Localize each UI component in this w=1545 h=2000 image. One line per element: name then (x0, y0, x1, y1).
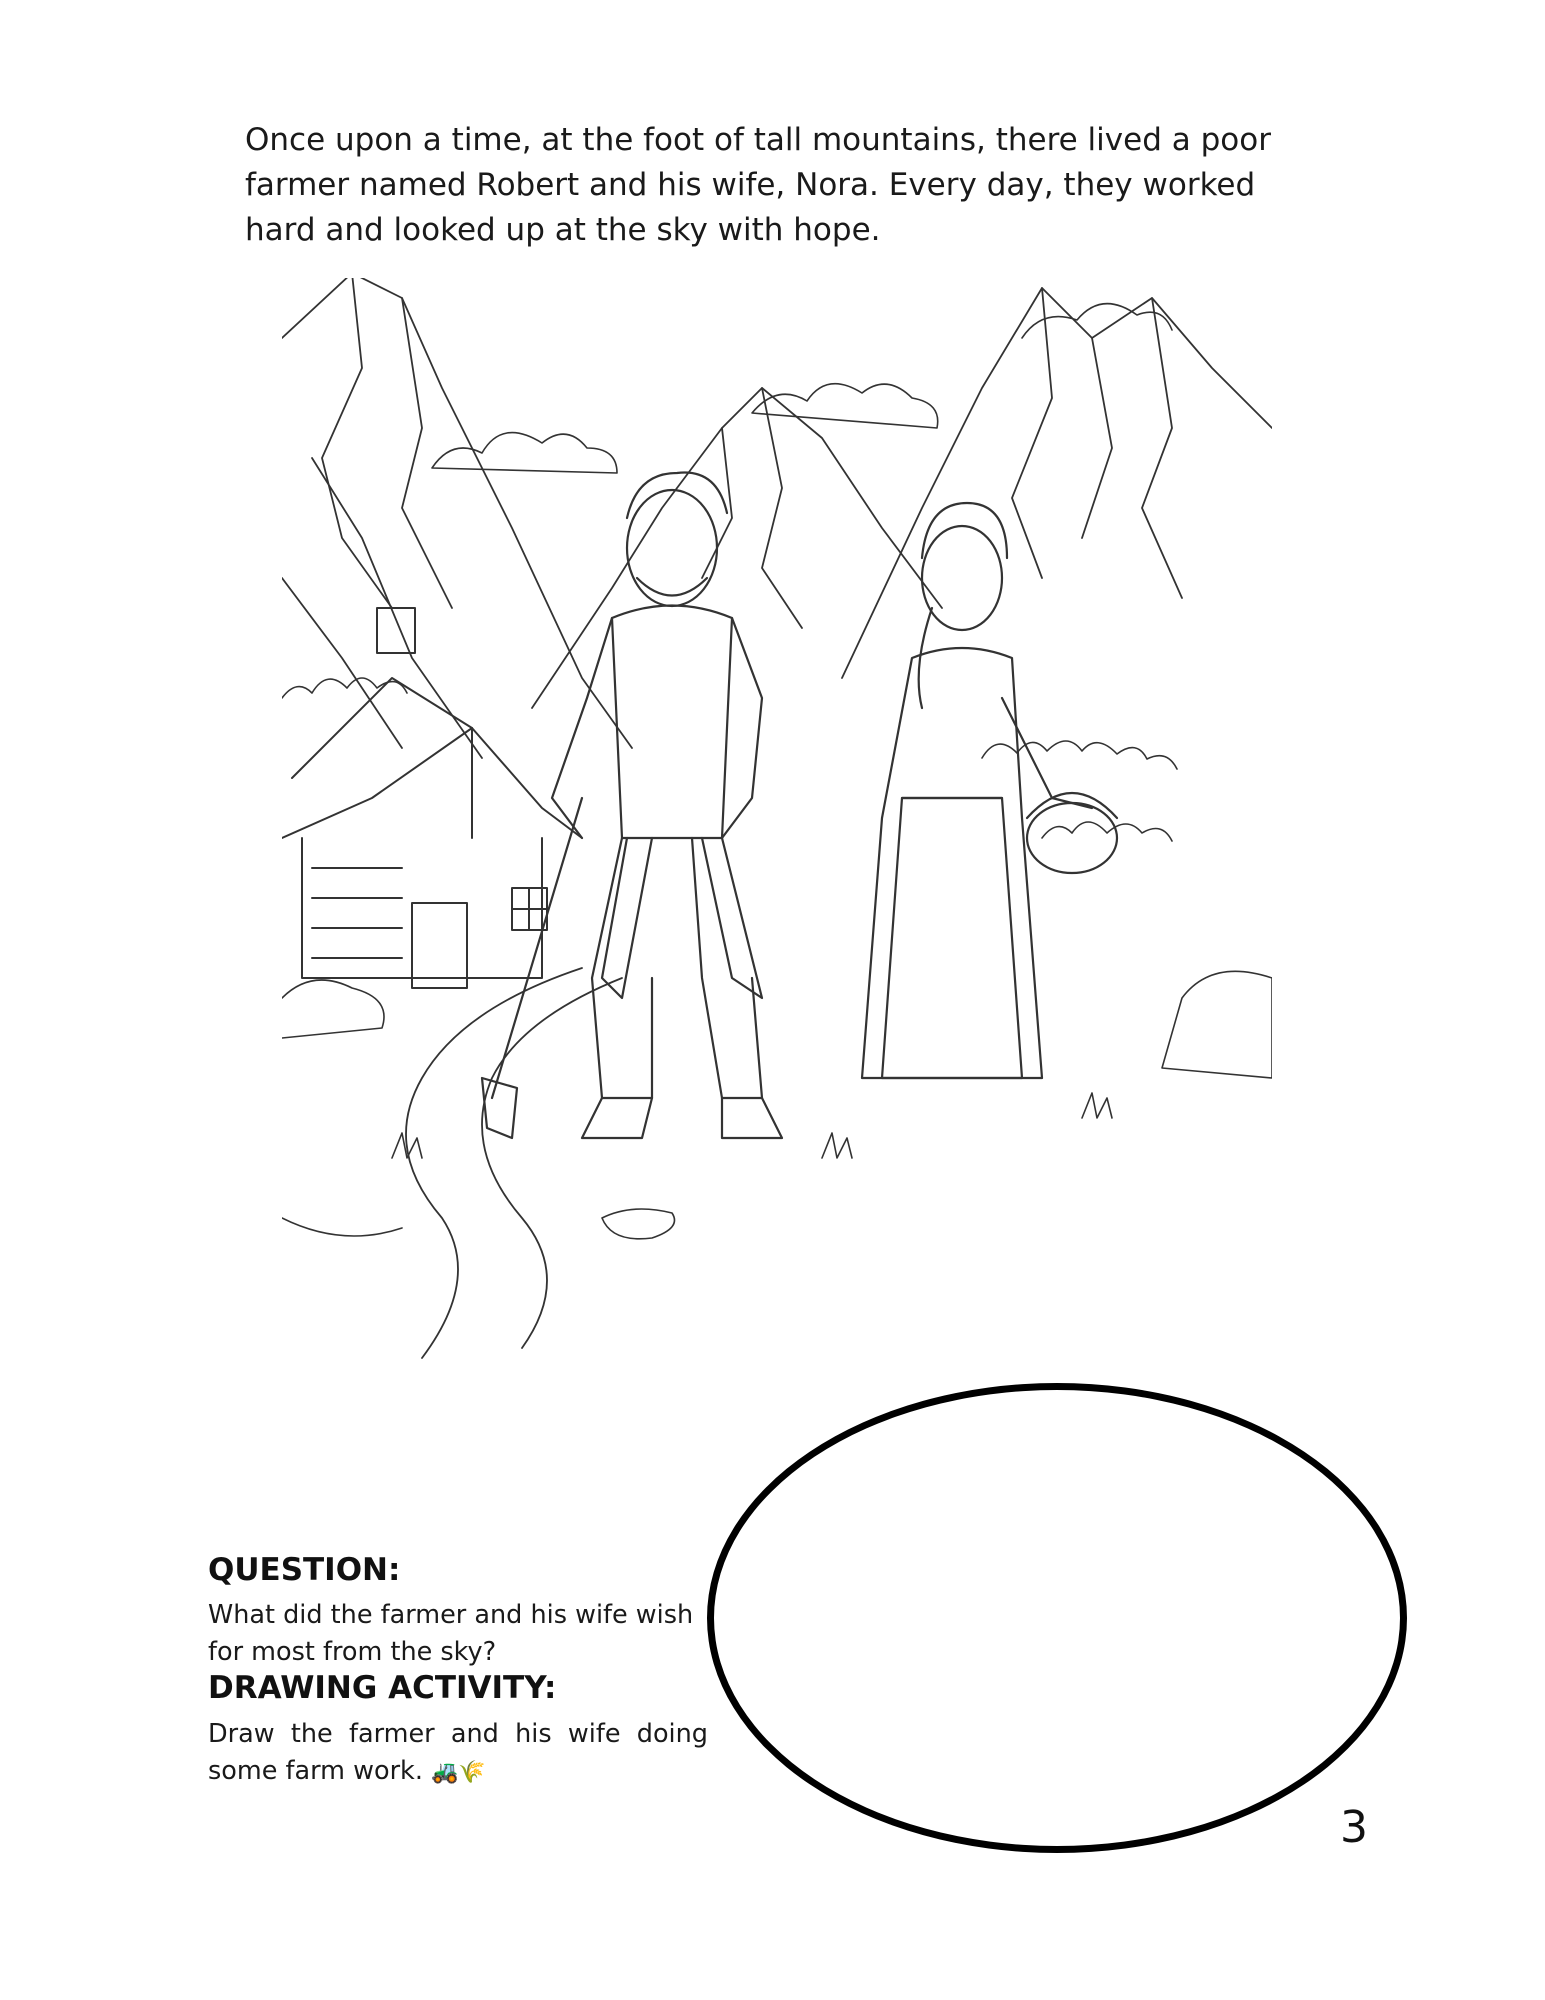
question-text: What did the farmer and his wife wish for most from the sky? (208, 1600, 694, 1667)
farmer-figure (482, 473, 782, 1139)
tractor-wheat-icon: 🚜🌾 (431, 1760, 486, 1785)
coloring-illustration (282, 278, 1272, 1548)
activity-heading: DRAWING ACTIVITY: (208, 1670, 557, 1706)
trees (282, 678, 1177, 841)
cabin (282, 608, 582, 988)
wife-figure (862, 503, 1117, 1078)
activity-text (208, 1716, 708, 1791)
question-heading: QUESTION: (208, 1552, 401, 1588)
foreground (282, 971, 1272, 1238)
mountains (282, 278, 1272, 758)
story-paragraph: Once upon a time, at the foot of tall mountains, there lived a poor farmer named Robert and his wife, Nora. Every day, they worked hard and looked up at the sky with hope. (245, 122, 1271, 248)
page-number: 3 (1340, 1802, 1368, 1853)
clouds (432, 304, 1172, 473)
drawing-circle (707, 1383, 1407, 1853)
activity-instructions: Draw the farmer and his wife doing some farm work. (208, 1719, 708, 1786)
